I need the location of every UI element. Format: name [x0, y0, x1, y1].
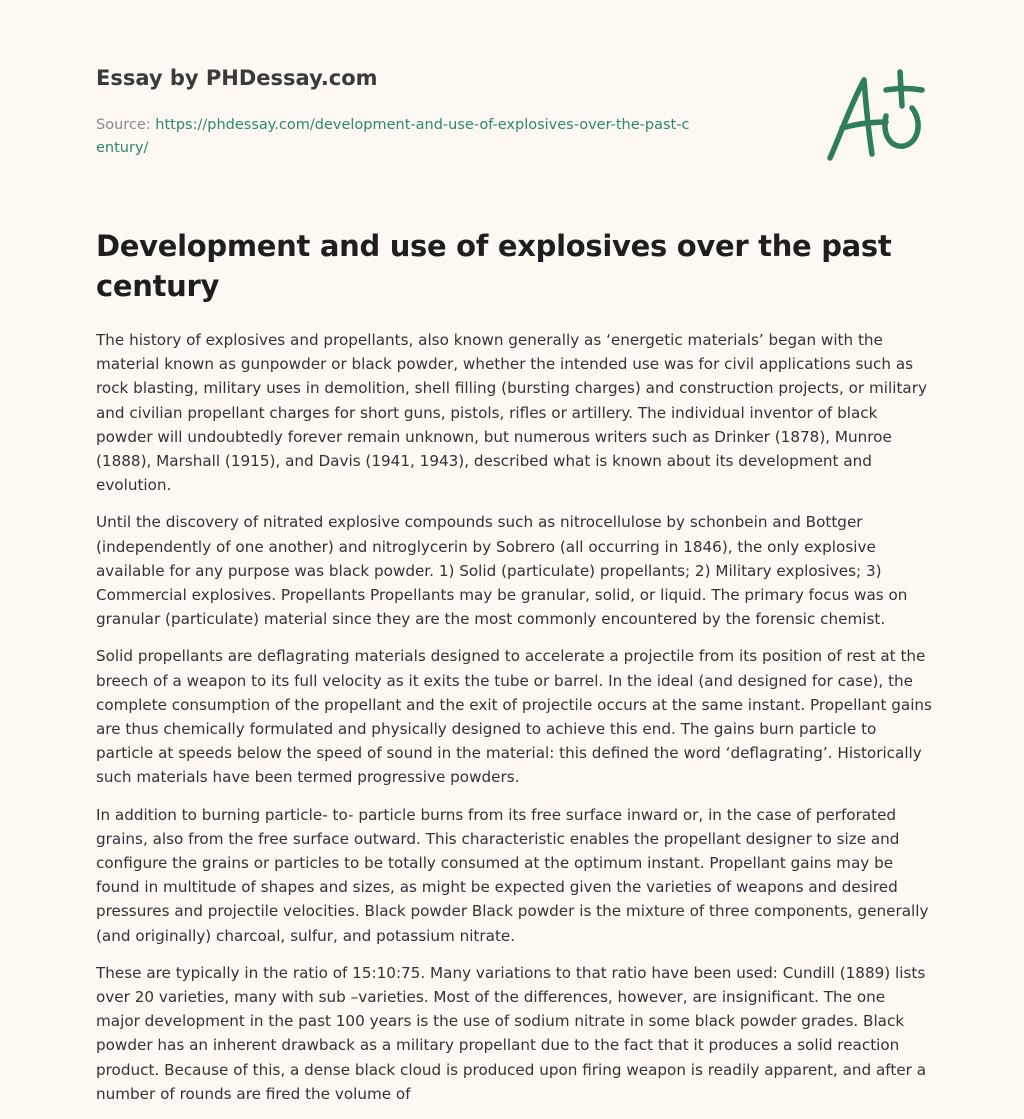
- a-plus-grade-logo: [820, 66, 930, 166]
- article-paragraph: The history of explosives and propellants, also known generally as ‘energetic materials’ began with the material known as gunpowder or black powder, whether the intended use was for civil applications such as rock blasting, military uses in demolition, shell filling (bursting charges) and construction projects, or military and civilian propellant charges for short guns, pistols, rifles or artillery. The individual inventor of black powder will undoubtedly forever remain unknown, but numerous writers such as Drinker (1878), Munroe (1888), Marshall (1915), and Davis (1941, 1943), described what is known about its development and evolution.: [96, 331, 927, 495]
- source-link[interactable]: https://phdessay.com/development-and-use-of-explosives-over-the-past-century/: [96, 117, 690, 156]
- article-paragraph: Solid propellants are deflagrating materials designed to accelerate a projectile from its position of rest at the breech of a weapon to its full velocity as it exits the tube or barrel. In the ideal (and designed for case), the complete consumption of the propellant and the exit of projectile occurs at the same instant. Propellant gains are thus chemically formulated and physically designed to achieve this end. The gains burn particle to particle at speeds below the speed of sound in the material: this defined the word ‘deflagrating’. Historically such materials have been termed progressive powders.: [96, 647, 932, 787]
- source-label: Source:: [96, 117, 151, 133]
- article-paragraph: In addition to burning particle- to- particle burns from its free surface inward or, in the case of perforated grains, also from the free surface outward. This characteristic enables the propellant designer to size and configure the grains or particles to be totally consumed at the optimum instant. Propellant gains may be found in multitude of shapes and sizes, as might be expected given the varieties of weapons and desired pressures and projectile velocities. Black powder Black powder is the mixture of three components, generally (and originally) charcoal, sulfur, and potassium nitrate.: [96, 805, 929, 945]
- source-line: [96, 114, 696, 160]
- article-title: Development and use of explosives over the past century: [96, 229, 892, 303]
- article-paragraph: Until the discovery of nitrated explosive compounds such as nitrocellulose by schonbein and Bottger (independently of one another) and nitroglycerin by Sobrero (all occurring in 1846), the only explosive available for any purpose was black powder. 1) Solid (particulate) propellants; 2) Military explosives; 3) Commercial explosives. Propellants Propellants may be granular, solid, or liquid. The primary focus was on granular (particulate) material since they are the most commonly encountered by the forensic chemist.: [96, 513, 908, 629]
- site-title: Essay by PHDessay.com: [96, 66, 378, 90]
- article-paragraph: These are typically in the ratio of 15:10:75. Many variations to that ratio have been used: Cundill (1889) lists over 20 varieties, many with sub –varieties. Most of the differences, however, are insignificant. The one major development in the past 100 years is the use of sodium nitrate in some black powder grades. Black powder has an inherent drawback as a military propellant due to the fact that it produces a solid reaction product. Because of this, a dense black cloud is produced upon firing weapon is readily apparent, and after a number of rounds are fired the volume of: [96, 963, 927, 1103]
- page-header: [96, 62, 736, 160]
- article: [96, 226, 932, 1119]
